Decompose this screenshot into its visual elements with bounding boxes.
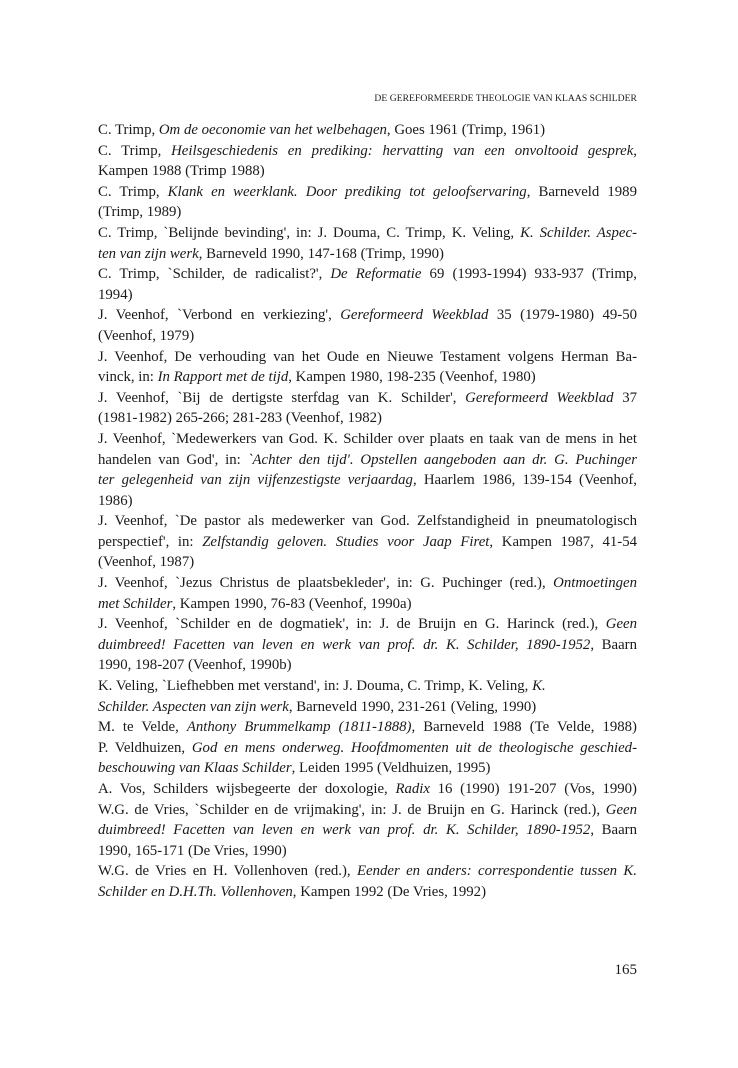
- bibliography-entry: [98, 511, 637, 573]
- entry-text: , Barneveld 1990, 147-168 (Trimp, 1990): [198, 245, 444, 262]
- italic-title: Ontmoetingen: [553, 575, 637, 592]
- bibliography-entry: [98, 223, 637, 264]
- entry-line: [98, 305, 637, 326]
- entry-line: [98, 285, 637, 306]
- italic-title: Schilder. Aspecten van zijn werk: [98, 698, 289, 715]
- entry-line: [98, 861, 637, 882]
- entry-text: perspectief', in:: [98, 533, 203, 550]
- entry-line: [98, 635, 637, 656]
- entry-text: W.G. de Vries en H. Vollenhoven (red.),: [98, 863, 357, 880]
- bibliography-entry: [98, 141, 637, 182]
- entry-line: [98, 264, 637, 285]
- bibliography-entry: [98, 779, 637, 800]
- entry-line: [98, 676, 637, 697]
- entry-line: [98, 738, 637, 759]
- entry-text: handelen van God', in:: [98, 451, 248, 468]
- italic-title: Gereformeerd Weekblad: [465, 389, 614, 406]
- italic-title: Heilsgeschiedenis en prediking: hervatting van een onvoltooid gesprek: [171, 142, 634, 159]
- entry-line: [98, 779, 637, 800]
- entry-line: [98, 594, 637, 615]
- entry-text: , Goes 1961 (Trimp, 1961): [386, 122, 546, 138]
- bibliography-entry: [98, 347, 637, 388]
- entry-line: [98, 717, 637, 738]
- bibliography-entry: [98, 429, 637, 511]
- entry-line: [98, 573, 637, 594]
- entry-text: 1994): [98, 286, 133, 303]
- entry-text: M. te Velde,: [98, 719, 187, 736]
- italic-title: duimbreed! Facetten van leven en werk van prof. dr. K. Schilder, 1890-1952: [98, 636, 591, 653]
- entry-line: [98, 511, 637, 532]
- entry-text: , Kampen 1992 (De Vries, 1992): [292, 883, 487, 900]
- italic-title: God en mens onderweg. Hoofdmomenten uit de theologische geschied-: [191, 739, 637, 756]
- entry-text: J. Veenhof, `Verbond en verkiezing',: [98, 307, 341, 324]
- entry-text: , Kampen 1990, 76-83 (Veenhof, 1990a): [172, 595, 412, 612]
- bibliography-entry: [98, 182, 637, 223]
- bibliography-entry: [98, 305, 637, 346]
- entry-line: [98, 161, 637, 182]
- italic-title: Geen: [605, 616, 637, 633]
- bibliography-entry: [98, 264, 637, 305]
- italic-title: Om de oeconomie van het welbehagen: [158, 122, 387, 138]
- entry-line: [98, 429, 637, 450]
- entry-text: (Veenhof, 1987): [98, 554, 195, 571]
- entry-text: , Barneveld 1990, 231-261 (Veling, 1990): [288, 698, 537, 715]
- entry-text: K. Veling, `Liefhebben met verstand', in: J. Douma, C. Trimp, K. Veling,: [98, 678, 533, 695]
- entry-line: [98, 491, 637, 512]
- entry-line: [98, 470, 637, 491]
- italic-title: Geen: [605, 801, 637, 818]
- entry-text: , Haarlem 1986, 139-154 (Veenhof,: [412, 472, 637, 489]
- entry-text: J. Veenhof, `Schilder en de dogmatiek', in: J. de Bruijn en G. Harinck (red.),: [98, 616, 606, 633]
- entry-text: , Kampen 1987, 41-54: [489, 533, 637, 550]
- italic-title: K.: [532, 678, 546, 695]
- italic-title: beschouwing van Klaas Schilder: [98, 760, 292, 777]
- entry-text: 16 (1990) 191-207 (Vos, 1990): [429, 781, 637, 797]
- bibliography-entry: [98, 676, 637, 717]
- bibliography-entry: [98, 717, 637, 738]
- entry-text: C. Trimp,: [98, 142, 172, 159]
- entry-text: , Baarn: [590, 636, 637, 653]
- bibliography-entry: [98, 614, 637, 676]
- italic-title: Zelfstandig geloven. Studies voor Jaap Firet: [202, 533, 490, 550]
- entry-text: 35 (1979-1980) 49-50: [488, 307, 638, 324]
- entry-text: 69 (1993-1994) 933-937 (Trimp,: [421, 266, 637, 283]
- italic-title: Gereformeerd Weekblad: [340, 307, 489, 324]
- entry-line: [98, 800, 637, 821]
- entry-line: [98, 841, 637, 862]
- bibliography-entry: [98, 573, 637, 614]
- italic-title: Schilder en D.H.Th. Vollenhoven: [98, 883, 293, 900]
- entry-line: [98, 182, 637, 203]
- entry-line: [98, 244, 637, 265]
- entry-text: ,: [633, 142, 637, 159]
- italic-title: Anthony Brummelkamp (1811-1888): [186, 719, 412, 736]
- entry-text: J. Veenhof, `Jezus Christus de plaatsbekleder', in: G. Puchinger (red.),: [98, 575, 554, 592]
- entry-text: , Leiden 1995 (Veldhuizen, 1995): [291, 760, 491, 777]
- entry-line: [98, 223, 637, 244]
- italic-title: ten van zijn werk: [98, 245, 199, 262]
- entry-text: C. Trimp,: [98, 183, 168, 200]
- italic-title: Klank en weerklank. Door prediking tot geloofservaring: [167, 183, 527, 200]
- entry-line: [98, 614, 637, 635]
- bibliography-entry: [98, 120, 637, 141]
- entry-text: W.G. de Vries, `Schilder en de vrijmaking', in: J. de Bruijn en G. Harinck (red.),: [98, 801, 606, 818]
- entry-text: 1990, 198-207 (Veenhof, 1990b): [98, 657, 292, 674]
- entry-line: [98, 202, 637, 223]
- entry-text: , Kampen 1980, 198-235 (Veenhof, 1980): [288, 369, 536, 386]
- entry-line: [98, 882, 637, 903]
- entry-line: [98, 408, 637, 429]
- entry-text: C. Trimp,: [98, 122, 159, 138]
- italic-title: ter gelegenheid van zijn vijfenzestigste verjaardag: [98, 472, 413, 489]
- entry-line: [98, 552, 637, 573]
- entry-line: [98, 820, 637, 841]
- italic-title: K. Schilder. Aspec-: [520, 224, 637, 241]
- entry-line: [98, 758, 637, 779]
- entry-text: 37: [613, 389, 638, 406]
- italic-title: `Achter den tijd'. Opstellen aangeboden aan dr. G. Puchinger: [247, 451, 637, 468]
- entry-line: [98, 388, 637, 409]
- italic-title: duimbreed! Facetten van leven en werk van prof. dr. K. Schilder, 1890-1952: [98, 822, 591, 839]
- entry-line: [98, 450, 637, 471]
- entry-line: [98, 326, 637, 347]
- entry-text: C. Trimp, `Belijnde bevinding', in: J. Douma, C. Trimp, K. Veling,: [98, 224, 521, 241]
- entry-text: C. Trimp, `Schilder, de radicalist?',: [98, 266, 331, 283]
- entry-text: Kampen 1988 (Trimp 1988): [98, 163, 265, 180]
- entry-text: (1981-1982) 265-266; 281-283 (Veenhof, 1982): [98, 410, 382, 427]
- italic-title: Eender en anders: correspondentie tussen K.: [357, 863, 637, 880]
- bibliography-list: [98, 120, 637, 903]
- page-number: 165: [614, 962, 637, 978]
- italic-title: In Rapport met de tijd: [157, 369, 289, 386]
- entry-line: [98, 697, 637, 718]
- entry-line: [98, 655, 637, 676]
- entry-line: [98, 367, 637, 388]
- bibliography-entry: [98, 738, 637, 779]
- entry-text: , Barneveld 1988 (Te Velde, 1988): [411, 719, 637, 736]
- entry-text: , Baarn: [590, 822, 637, 839]
- bibliography-entry: [98, 861, 637, 902]
- entry-text: A. Vos, Schilders wijsbegeerte der doxologie,: [98, 781, 396, 797]
- entry-text: , Barneveld 1989: [526, 183, 637, 200]
- italic-title: met Schilder: [98, 595, 173, 612]
- entry-line: [98, 347, 637, 368]
- entry-text: J. Veenhof, De verhouding van het Oude en Nieuwe Testament volgens Herman Ba-: [98, 348, 637, 365]
- entry-text: J. Veenhof, `Medewerkers van God. K. Schilder over plaats en taak van de mens in het: [98, 430, 637, 447]
- entry-text: (Trimp, 1989): [98, 204, 182, 221]
- entry-line: [98, 141, 637, 162]
- running-header: DE GEREFORMEERDE THEOLOGIE VAN KLAAS SCHILDER: [374, 93, 637, 104]
- entry-text: J. Veenhof, `De pastor als medewerker van God. Zelfstandigheid in pneumatologisch: [98, 513, 637, 530]
- entry-text: vinck, in:: [98, 369, 158, 386]
- entry-line: [98, 532, 637, 553]
- entry-text: 1990, 165-171 (De Vries, 1990): [98, 842, 287, 859]
- bibliography-entry: [98, 800, 637, 862]
- italic-title: De Reformatie: [330, 266, 422, 283]
- italic-title: Radix: [395, 781, 430, 797]
- entry-text: 1986): [98, 492, 133, 509]
- entry-text: (Veenhof, 1979): [98, 327, 195, 344]
- entry-text: J. Veenhof, `Bij de dertigste sterfdag van K. Schilder',: [98, 389, 466, 406]
- entry-line: [98, 120, 637, 141]
- entry-text: P. Veldhuizen,: [98, 739, 192, 756]
- bibliography-entry: [98, 388, 637, 429]
